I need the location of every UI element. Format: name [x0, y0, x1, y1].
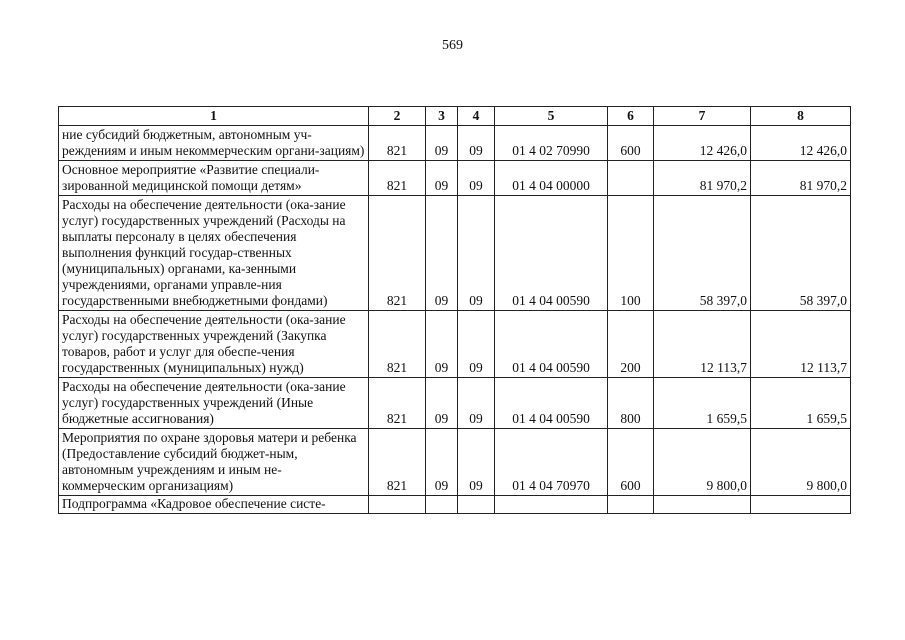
empty-cell: [608, 496, 654, 514]
cell-amount-7: 58 397,0: [654, 196, 751, 311]
cell-section: 09: [426, 378, 458, 429]
cell-subsection: 09: [458, 429, 495, 496]
cell-subsection: 09: [458, 161, 495, 196]
header-cell: 3: [426, 107, 458, 126]
empty-cell: [369, 496, 426, 514]
cell-amount-8: 1 659,5: [751, 378, 851, 429]
header-cell: 1: [59, 107, 369, 126]
row-description: Основное мероприятие «Развитие специали-зированной медицинской помощи детям»: [59, 161, 369, 196]
table-row: [59, 196, 851, 311]
empty-cell: [495, 496, 608, 514]
table-row-partial: [59, 496, 851, 514]
cell-expense-type: 100: [608, 196, 654, 311]
cell-amount-7: 12 113,7: [654, 311, 751, 378]
cell-amount-8: 12 426,0: [751, 126, 851, 161]
table-header-row: [59, 107, 851, 126]
row-description: Подпрограмма «Кадровое обеспечение систе-: [59, 496, 369, 514]
page-number: 569: [442, 38, 463, 53]
cell-expense-type: 600: [608, 126, 654, 161]
table-row: [59, 126, 851, 161]
header-cell: 8: [751, 107, 851, 126]
header-cell: 7: [654, 107, 751, 126]
cell-section: 09: [426, 161, 458, 196]
row-description: Расходы на обеспечение деятельности (ока-зание услуг) государственных учреждений (Расходы на выплаты персоналу в целях обеспечения выполнения функций государ-ственных (муниципальных) органами, ка-зенными учреждениями, органами управле-ния государственными внебюджетными фондами): [59, 196, 369, 311]
cell-ministry: 821: [369, 311, 426, 378]
cell-ministry: 821: [369, 161, 426, 196]
empty-cell: [426, 496, 458, 514]
cell-amount-7: 81 970,2: [654, 161, 751, 196]
cell-target-code: 01 4 04 00000: [495, 161, 608, 196]
table-row: [59, 311, 851, 378]
cell-ministry: 821: [369, 196, 426, 311]
row-description: ние субсидий бюджетным, автономным уч-реждениям и иным некоммерческим органи-зациям): [59, 126, 369, 161]
cell-section: 09: [426, 311, 458, 378]
cell-amount-7: 9 800,0: [654, 429, 751, 496]
table-row: [59, 161, 851, 196]
cell-target-code: 01 4 02 70990: [495, 126, 608, 161]
cell-amount-7: 12 426,0: [654, 126, 751, 161]
cell-amount-8: 81 970,2: [751, 161, 851, 196]
header-cell: 4: [458, 107, 495, 126]
table-row: [59, 429, 851, 496]
cell-subsection: 09: [458, 126, 495, 161]
empty-cell: [654, 496, 751, 514]
cell-expense-type: [608, 161, 654, 196]
cell-section: 09: [426, 429, 458, 496]
cell-subsection: 09: [458, 311, 495, 378]
cell-expense-type: 600: [608, 429, 654, 496]
cell-section: 09: [426, 126, 458, 161]
cell-section: 09: [426, 196, 458, 311]
cell-amount-8: 12 113,7: [751, 311, 851, 378]
cell-amount-8: 9 800,0: [751, 429, 851, 496]
cell-target-code: 01 4 04 00590: [495, 196, 608, 311]
cell-subsection: 09: [458, 196, 495, 311]
cell-ministry: 821: [369, 378, 426, 429]
cell-amount-7: 1 659,5: [654, 378, 751, 429]
cell-expense-type: 800: [608, 378, 654, 429]
cell-target-code: 01 4 04 70970: [495, 429, 608, 496]
empty-cell: [751, 496, 851, 514]
cell-expense-type: 200: [608, 311, 654, 378]
cell-target-code: 01 4 04 00590: [495, 311, 608, 378]
cell-subsection: 09: [458, 378, 495, 429]
cell-ministry: 821: [369, 429, 426, 496]
header-cell: 2: [369, 107, 426, 126]
header-cell: 5: [495, 107, 608, 126]
cell-target-code: 01 4 04 00590: [495, 378, 608, 429]
cell-amount-8: 58 397,0: [751, 196, 851, 311]
empty-cell: [458, 496, 495, 514]
row-description: Мероприятия по охране здоровья матери и ребенка (Предоставление субсидий бюджет-ным, автономным учреждениям и иным не-коммерческим организациям): [59, 429, 369, 496]
row-description: Расходы на обеспечение деятельности (ока-зание услуг) государственных учреждений (Иные бюджетные ассигнования): [59, 378, 369, 429]
budget-table: [58, 106, 851, 514]
row-description: Расходы на обеспечение деятельности (ока-зание услуг) государственных учреждений (Закупка товаров, работ и услуг для обеспе-чения государственных (муниципальных) нужд): [59, 311, 369, 378]
header-cell: 6: [608, 107, 654, 126]
cell-ministry: 821: [369, 126, 426, 161]
table-row: [59, 378, 851, 429]
